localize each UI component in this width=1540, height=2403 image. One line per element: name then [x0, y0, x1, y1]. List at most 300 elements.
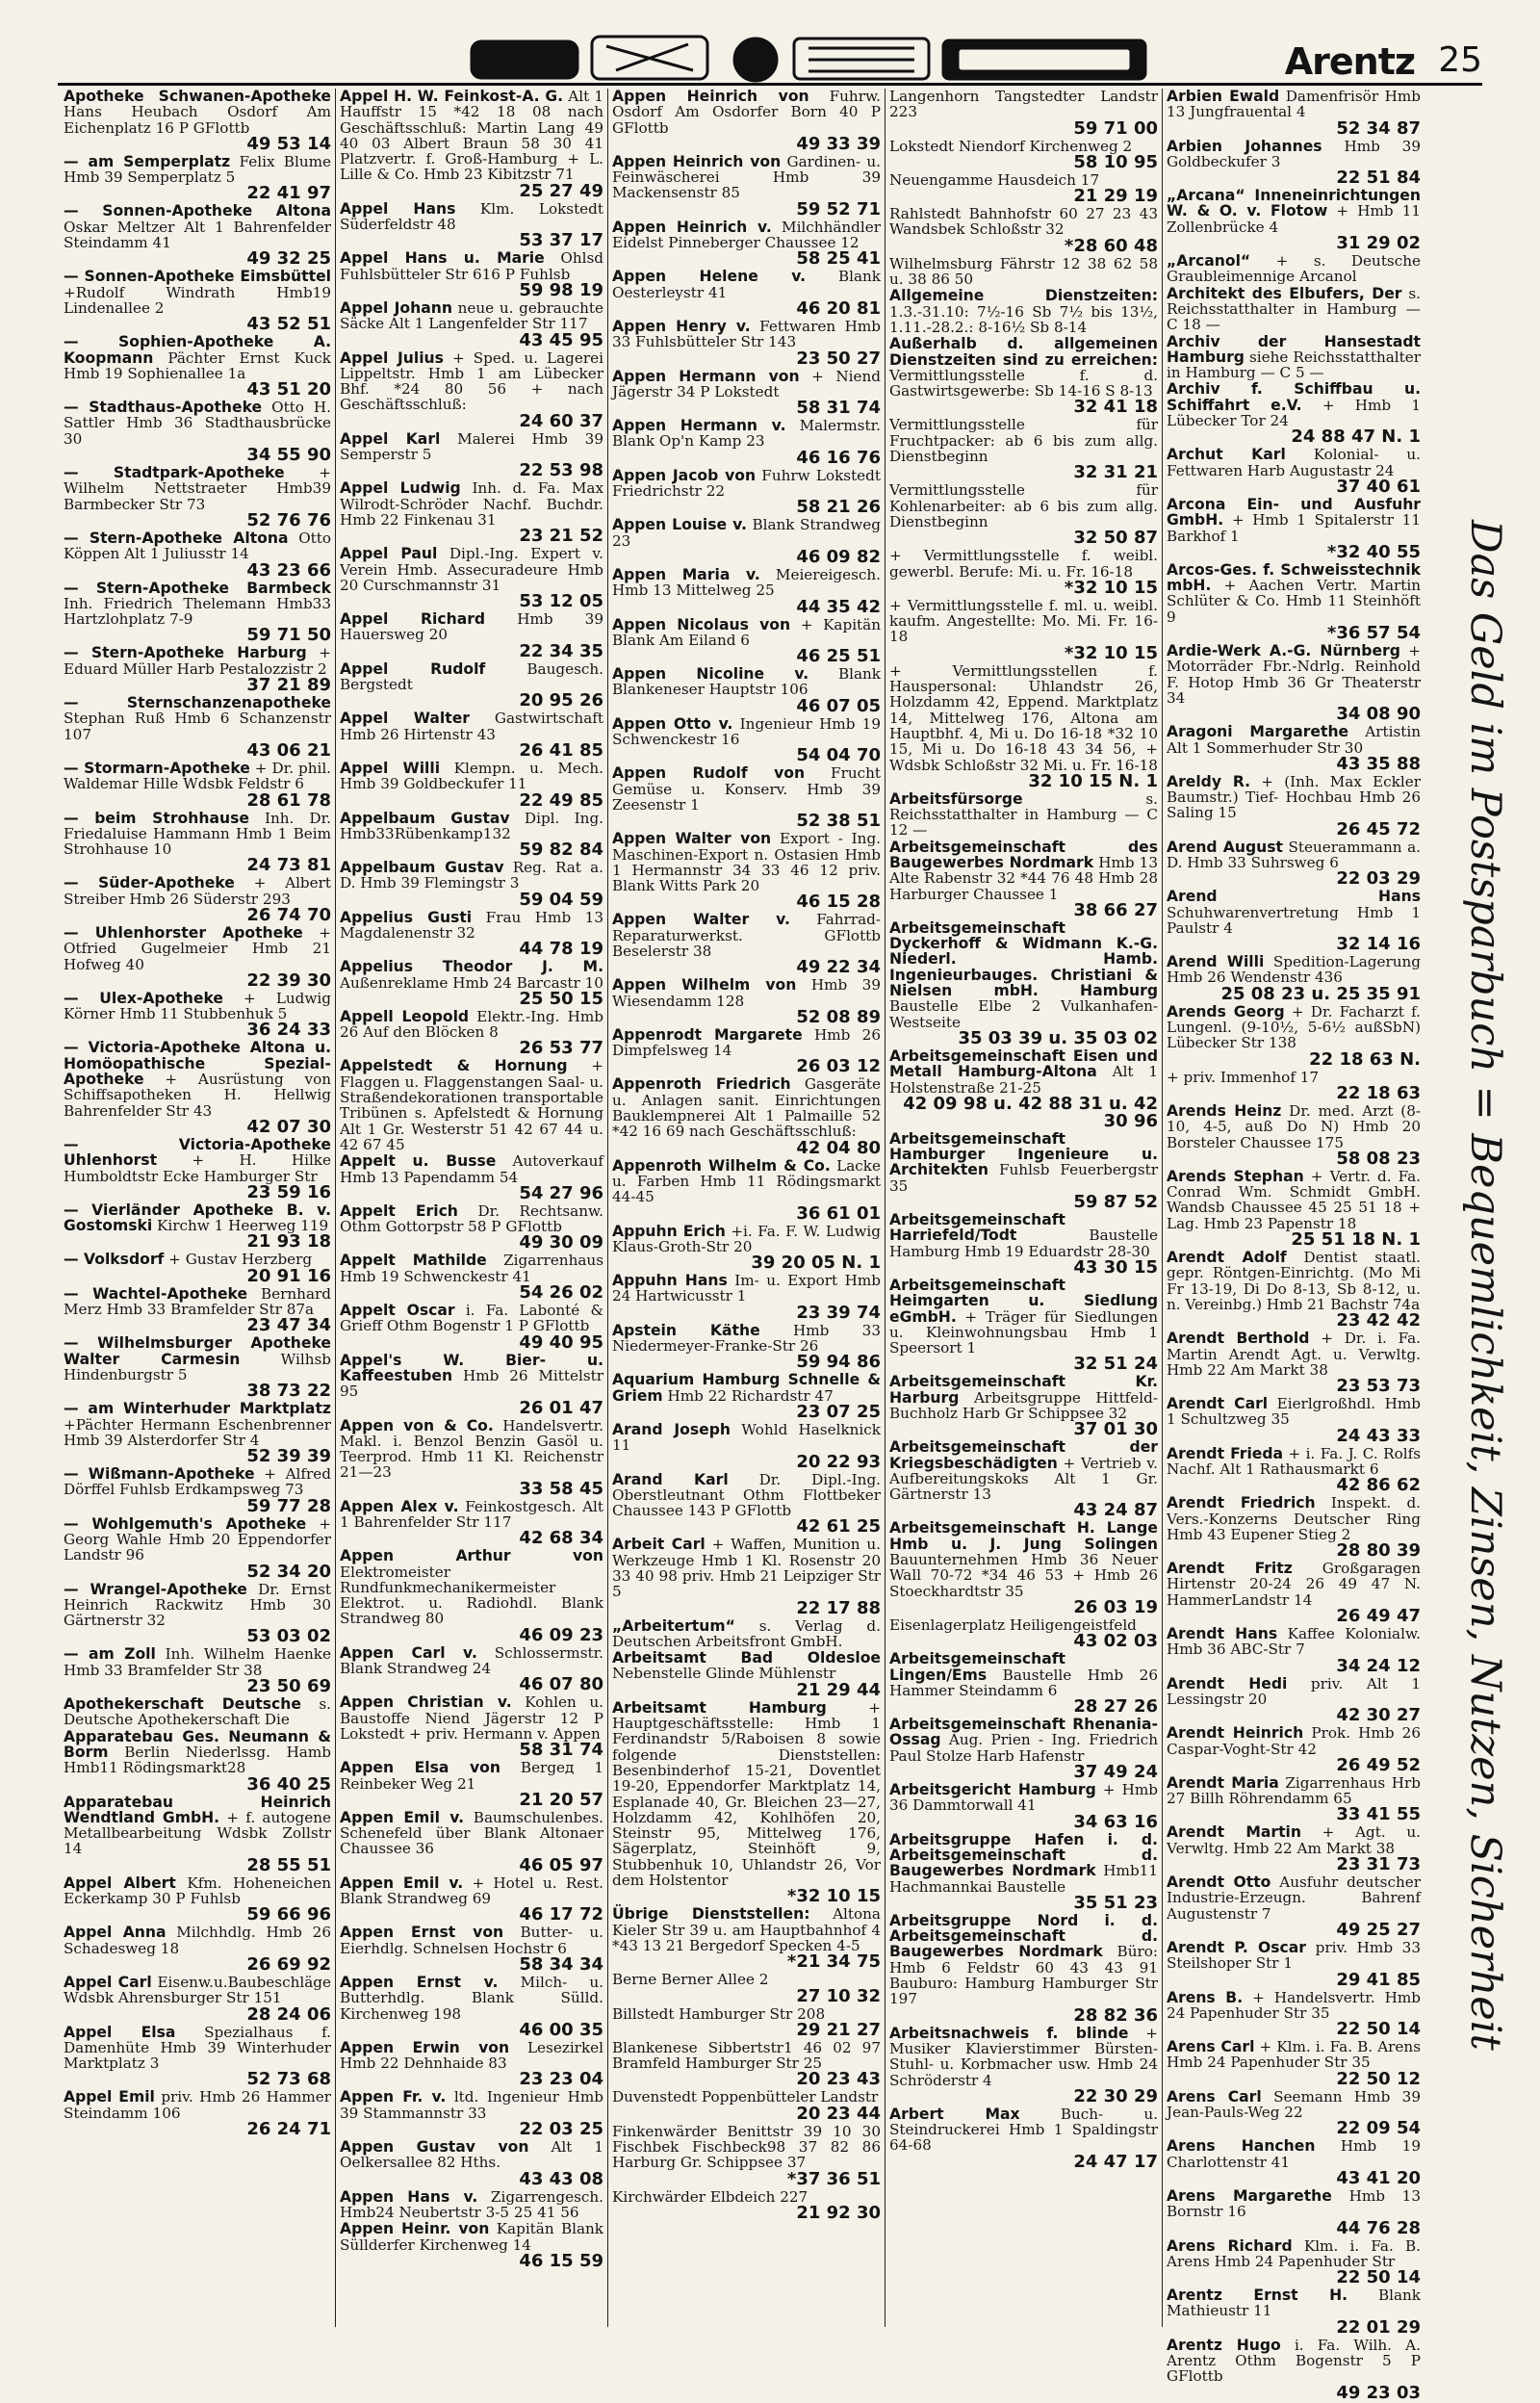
entry-details: Berlin Niederlssg. Hamb Hmb11 Rödingsmarkt28	[64, 1743, 331, 1777]
entry-phone: 23 59 16	[246, 1181, 331, 1202]
entry-details: Hmb 26 Mittelstr 95	[340, 1366, 604, 1401]
directory-entry	[64, 334, 331, 399]
directory-entry	[612, 1027, 881, 1076]
entry-details: Eisenlagerplatz Heiligengeistfeld	[889, 1615, 1137, 1634]
directory-entry	[612, 1273, 881, 1322]
entry-name: Appen Nicolaus von	[612, 615, 791, 633]
entry-details: + Hmb 11 Zollenbrücke 4	[1167, 202, 1422, 236]
entry-phone: 46 16 76	[796, 447, 881, 468]
entry-details: + priv. Immenhof 17	[1167, 1068, 1320, 1086]
entry-phone: 59 71 50	[246, 625, 331, 646]
entry-details: Arbeitsgruppe Hittfeld-Buchholz Harb Gr Schippsee 32	[889, 1388, 1158, 1422]
entry-phone: 26 49 52	[1336, 1754, 1421, 1775]
entry-name: Arand Karl	[612, 1470, 729, 1488]
entry-name: Arbeit Carl	[612, 1536, 706, 1554]
entry-details: Inh. Friedrich Thelemann Hmb33 Hartzlohplatz 7-9	[64, 594, 331, 629]
entry-phone: 36 24 33	[246, 1020, 331, 1041]
entry-name: — Stern-Apotheke Harburg	[64, 644, 307, 662]
entry-phone: *21 34 75	[786, 1951, 881, 1973]
entry-name: „Arcana“ Inneneinrichtungen W. & O. v. Flotow	[1167, 187, 1421, 220]
entry-name: Appel Hans u. Marie	[340, 249, 545, 268]
entry-details: Gasgeräte u. Anlagen sanit. Einrichtungen Bauklempnerei Alt 1 Palmaille 52 *42 16 69 nach Geschäftsschluß:	[612, 1075, 881, 1141]
directory-entry	[612, 1076, 881, 1156]
entry-phone: 49 30 09	[519, 1232, 603, 1253]
entry-name: Arcona Ein- und Ausfuhr GmbH.	[1167, 495, 1421, 530]
directory-entry	[1167, 253, 1421, 285]
entry-phone: 44 76 28	[1336, 2217, 1421, 2238]
entry-details: Rahlstedt Bahnhofstr 60 27 23 43 Wandsbek Schloßstr 32	[889, 205, 1158, 239]
entry-name: Appel Carl	[64, 1973, 152, 1991]
entry-details: Hmb 22 Richardstr 47	[667, 1386, 834, 1405]
entry-details: + Albert Streiber Hmb 26 Süderstr 293	[64, 874, 331, 908]
entry-phone: 43 52 51	[246, 314, 331, 335]
entry-name: Appel's W. Bier- u. Kaffeestuben	[340, 1351, 603, 1384]
entry-name: Appenroth Wilhelm & Co.	[612, 1156, 831, 1175]
directory-entry	[340, 480, 603, 545]
entry-details: s. Reichsstatthalter in Hamburg — C 12 —	[889, 789, 1158, 840]
entry-phone: 27 10 32	[796, 1985, 881, 2006]
entry-details: +Rudolf Windrath Hmb19 Lindenallee 2	[64, 283, 331, 317]
entry-phone: 28 61 78	[246, 789, 331, 811]
directory-entry	[612, 154, 881, 219]
entry-details: Alt 1 Holstenstraße 21-25	[889, 1063, 1159, 1097]
entry-phone: 38 66 27	[1073, 899, 1158, 920]
directory-entry	[889, 139, 1158, 171]
side-banner-text: Das Geld im Postsparbuch = Bequemlichkeit, Zinsen, Nutzen, Sicherheit	[1461, 520, 1509, 2051]
directory-entry	[612, 831, 881, 911]
entry-details: Hmb 26 Dimpfelsweg 14	[612, 1025, 881, 1060]
entry-details: + Vertr. d. Fa. Conrad Wm. Schmidt GmbH. Wandsb Chaussee 45 25 51 18 + Lag. Hmb 23 Papenstr 18	[1167, 1167, 1421, 1232]
entry-details: Büro: Hmb 6 Feldstr 60 43 43 91 Bauburo: Hamburg Hamburger Str 197	[889, 1943, 1158, 2008]
directory-entry	[64, 89, 331, 153]
entry-details: Baustelle Hmb 26 Hammer Steindamm 6	[889, 1666, 1159, 1699]
entry-name: Appen Henry v.	[612, 317, 751, 335]
entry-phone: 26 53 77	[519, 1038, 603, 1059]
entry-phone: 26 45 72	[1336, 818, 1421, 840]
directory-entry	[1167, 1004, 1421, 1069]
entry-name: — am Zoll	[64, 1645, 156, 1664]
entry-name: Arbeitsnachweis f. blinde	[889, 2024, 1129, 2042]
entry-name: Appen Carl v.	[340, 1643, 477, 1662]
directory-entry	[340, 860, 603, 909]
entry-name: Appel Elsa	[64, 2023, 176, 2041]
directory-entry	[340, 761, 603, 810]
entry-name: Appen Rudolf von	[612, 764, 806, 783]
entry-details: Feinkostgesch. Alt 1 Bahrenfelder Str 117	[340, 1497, 604, 1531]
entry-details: Meiereigesch. Hmb 13 Mittelweg 25	[612, 565, 882, 600]
entry-phone: 26 41 85	[519, 739, 603, 761]
entry-name: Arens B.	[1167, 1988, 1244, 2006]
entry-details: neue u. gebrauchte Säcke Alt 1 Langenfelder Str 117	[340, 298, 603, 333]
entry-details: Otto H. Sattler Hmb 36 Stadthausbrücke 30	[64, 399, 332, 448]
entry-details: Bergeд 1 Reinbeker Weg 21	[340, 1759, 603, 1793]
directory-entry	[1167, 954, 1421, 1003]
entry-details: i. Fa. Wilh. A. Arentz Othm Bogenstr 5 P GFlottb	[1167, 2336, 1421, 2386]
entry-phone: 22 50 14	[1336, 2019, 1421, 2040]
entry-name: — Volksdorf	[64, 1251, 165, 1269]
entry-phone: 24 73 81	[246, 855, 331, 876]
directory-entry	[340, 2089, 603, 2138]
directory-entry	[1167, 1725, 1421, 1774]
directory-entry	[1167, 1396, 1421, 1445]
directory-entry	[64, 269, 331, 333]
entry-name: Appelt Erich	[340, 1202, 458, 1220]
entry-phone: 33 58 45	[519, 1478, 603, 1499]
entry-details: Hmb 13 Alte Rabenstr 32 *44 76 48 Hmb 28 Harburger Chaussee 1	[889, 853, 1158, 903]
directory-entry	[1167, 2287, 1421, 2337]
entry-phone: 36 40 25	[246, 1773, 331, 1795]
entry-phone: 23 31 73	[1336, 1854, 1421, 1875]
directory-entry	[612, 468, 881, 517]
entry-phone: 26 03 19	[1073, 1596, 1158, 1617]
entry-name: Appelius Gusti	[340, 908, 473, 926]
directory-columns	[60, 88, 1424, 2403]
entry-name: Appen Christian v.	[340, 1693, 512, 1712]
directory-entry	[1167, 139, 1421, 188]
entry-phone: 22 39 30	[246, 969, 331, 991]
entry-name: Appenrodt Margarete	[612, 1025, 803, 1044]
entry-details: Gastwirtschaft Hmb 26 Hirtenstr 43	[340, 710, 603, 743]
entry-name: Arendt Hedi	[1167, 1674, 1288, 1692]
entry-name: Arendt Otto	[1167, 1873, 1271, 1892]
directory-entry	[889, 2026, 1158, 2106]
entry-name: — Wrangel-Apotheke	[64, 1580, 247, 1598]
entry-phone: 31 29 02	[1336, 233, 1421, 254]
entry-name: Appen Wilhelm von	[612, 976, 797, 995]
entry-name: Arbien Ewald	[1167, 88, 1280, 105]
entry-details: Stephan Ruß Hmb 6 Schanzenstr 107	[64, 710, 331, 743]
directory-entry	[612, 1372, 881, 1421]
entry-details: Lacke u. Farben Hmb 11 Rödingsmarkt 44-45	[612, 1156, 881, 1206]
entry-name: — Sophien-Apotheke A. Koopmann	[64, 333, 331, 367]
entry-phone: 59 52 71	[796, 198, 881, 220]
directory-entry	[64, 1466, 331, 1515]
directory-entry	[889, 1617, 1158, 1650]
directory-entry	[612, 1472, 881, 1537]
page-header	[58, 19, 1482, 87]
entry-phone: 23 50 27	[796, 348, 881, 369]
directory-entry	[1167, 334, 1421, 381]
entry-name: Arbeitsgemeinschaft Lingen/Ems	[889, 1650, 1065, 1684]
directory-entry	[612, 666, 881, 715]
entry-name: Arens Richard	[1167, 2236, 1293, 2255]
entry-phone: *32 10 15	[1064, 577, 1158, 598]
entry-phone: 37 40 61	[1336, 476, 1421, 497]
entry-name: Übrige Dienststellen:	[612, 1905, 810, 1924]
directory-entry	[340, 2221, 603, 2270]
entry-name: Arentz Hugo	[1167, 2336, 1281, 2354]
entry-details: Bernhard Merz Hmb 33 Bramfelder Str 87a	[64, 1284, 331, 1319]
entry-name: Appelbaum Gustav	[340, 859, 504, 877]
entry-name: — Stadtpark-Apotheke	[64, 464, 285, 482]
entry-phone: 32 51 24	[1073, 1354, 1158, 1375]
entry-details: s. Verlag d. Deutschen Arbeitsfront GmbH.	[612, 1616, 881, 1650]
entry-phone: 21 29 44	[796, 1679, 881, 1700]
directory-entry	[340, 1353, 603, 1417]
entry-details: Kirchw 1 Heerweg 119	[157, 1217, 329, 1235]
directory-entry	[612, 418, 881, 467]
entry-name: Appen Heinrich von	[612, 88, 809, 105]
entry-name: Arbeitsfürsorge	[889, 789, 1023, 808]
entry-phone: 58 21 26	[796, 497, 881, 518]
entry-details: Schlossermstr. Blank Strandweg 24	[340, 1643, 604, 1678]
entry-details: + (Inh. Max Eckler Baumstr.) Tief- Hochbau Hmb 26 Saling 15	[1167, 772, 1421, 822]
directory-entry	[340, 300, 603, 349]
entry-name: — Wilhelmsburger Apotheke Walter Carmesin	[64, 1334, 331, 1368]
entry-details: Kohlen u. Baustoffe Niend Jägerstr 12 P Lokstedt + priv. Hermann v. Appen	[340, 1693, 604, 1743]
entry-details: + Klm. i. Fa. B. Arens Hmb 24 Papenhuder Str 35	[1167, 2038, 1421, 2072]
entry-phone: 49 40 95	[519, 1331, 603, 1353]
entry-phone: 25 08 23 u. 25 35 91	[1220, 983, 1421, 1004]
entry-details: Alt 1 Oelkersallee 82 Hths.	[340, 2138, 604, 2172]
entry-phone: 34 55 90	[246, 445, 331, 466]
entry-phone: 46 07 80	[519, 1674, 603, 1695]
entry-details: Lokstedt Niendorf Kirchenweg 2	[889, 137, 1133, 155]
entry-phone: 34 08 90	[1336, 704, 1421, 725]
entry-details: Dipl.-Ing. Expert v. Verein Hmb. Assecuradeure Hmb 20 Curschmannstr 31	[340, 545, 603, 594]
entry-phone: 21 20 57	[519, 1789, 603, 1810]
entry-details: Dentist staatl. gepr. Röntgen-Einrichtg. (Mo Mi Fr 13-19, Di Do 8-13, Sb 8-12, u. n. Vereinbg.) Hmb 21 Bachstr 74a	[1167, 1249, 1421, 1313]
entry-phone: 22 34 35	[519, 640, 603, 661]
entry-phone: 46 09 82	[796, 546, 881, 567]
directory-entry	[340, 611, 603, 660]
entry-name: Arend Hans	[1167, 888, 1421, 906]
entry-phone: 32 41 18	[1073, 397, 1158, 418]
directory-entry	[1167, 447, 1421, 496]
entry-phone: 29 41 85	[1336, 1969, 1421, 1990]
directory-entry	[612, 912, 881, 976]
entry-phone: *36 57 54	[1326, 623, 1421, 644]
entry-phone: 25 51 18 N. 1	[1291, 1229, 1421, 1251]
entry-phone: 23 39 74	[796, 1302, 881, 1323]
entry-details: + Ludwig Körner Hmb 11 Stubbenhuk 5	[64, 989, 331, 1023]
directory-entry	[1167, 1103, 1421, 1168]
entry-details: Ausfuhr deutscher Industrie-Erzeugn. Bahrenf Augustenstr 7	[1167, 1873, 1422, 1923]
entry-name: Arcos-Ges. f. Schweisstechnik mbH.	[1167, 560, 1421, 595]
directory-entry	[889, 206, 1158, 255]
entry-details: Blank Blankeneser Hauptstr 106	[612, 665, 882, 699]
directory-entry	[1167, 89, 1421, 138]
directory-entry	[340, 1875, 603, 1925]
entry-phone: 22 49 85	[519, 789, 603, 811]
entry-phone: 36 61 01	[796, 1202, 881, 1224]
entry-details: Milchhändler Eidelst Pinneberger Chaussee 12	[612, 218, 882, 252]
entry-name: Appen Louise v.	[612, 516, 747, 534]
entry-details: 1.3.-31.10: 7½-16 Sb 7½ bis 13½, 1.11.-28.2.: 8-16½ Sb 8-14	[889, 302, 1158, 336]
entry-phone: 44 35 42	[796, 596, 881, 617]
entry-name: Appel Richard	[340, 610, 486, 629]
entry-details: s. Reichsstatthalter in Hamburg — C 18 —	[1167, 284, 1422, 334]
entry-name: Arendt Fritz	[1167, 1560, 1293, 1578]
entry-name: Appelt Mathilde	[340, 1252, 487, 1270]
entry-name: Appen Gustav von	[340, 2138, 529, 2157]
directory-entry	[64, 465, 331, 530]
directory-entry	[612, 269, 881, 318]
directory-entry	[64, 530, 331, 580]
entry-details: Vermittlungsstelle f. d. Gastwirtsgewerbe: Sb 14-16 S 8-13	[889, 366, 1158, 400]
entry-details: Inh. d. Fa. Max Wilrodt-Schröder Nachf. Buchdr. Hmb 22 Finkenau 31	[340, 479, 604, 529]
entry-details: Außenreklame Hmb 24 Barcastr 10	[340, 973, 603, 992]
entry-details: Prok. Hmb 26 Caspar-Voght-Str 42	[1167, 1724, 1422, 1758]
entry-details: Elektromeister Rundfunkmechanikermeister Elektrot. u. Radiohdl. Blank Strandweg 80	[340, 1563, 603, 1628]
entry-details: Spedition-Lagerung Hmb 26 Wendenstr 436	[1167, 953, 1422, 987]
entry-details: Frau Hmb 13 Magdalenenstr 32	[340, 908, 604, 942]
entry-details: Pächter Ernst Kuck Hmb 19 Sophienallee 1a	[64, 349, 331, 382]
directory-entry	[64, 1516, 331, 1581]
entry-details: Artistin Alt 1 Sommerhuder Str 30	[1167, 723, 1421, 757]
directory-entry	[340, 1694, 603, 1759]
entry-phone: *37 36 51	[786, 2168, 881, 2189]
entry-details: Vermittlungsstelle für Kohlenarbeiter: ab 6 bis zum allg. Dienstbeginn	[889, 481, 1158, 530]
entry-details: Blank Mathieustr 11	[1167, 2287, 1421, 2320]
entry-phone: 26 24 71	[246, 2119, 331, 2140]
directory-entry	[612, 765, 881, 830]
entry-phone: 32 10 15 N. 1	[1028, 770, 1158, 791]
entry-phone: 28 27 26	[1073, 1696, 1158, 1718]
directory-entry	[612, 2189, 881, 2222]
entry-phone: 43 06 21	[246, 739, 331, 761]
entry-details: + Hmb 36 Dammtorwall 41	[889, 1781, 1159, 1815]
entry-phone: 52 34 87	[1336, 117, 1421, 139]
entry-name: Appuhn Hans	[612, 1272, 728, 1290]
directory-entry	[612, 1158, 881, 1223]
directory-entry	[612, 1618, 881, 1650]
entry-details: Fuhrw. Osdorf Am Osdorfer Born 40 P GFlottb	[612, 88, 881, 137]
entry-phone: 46 20 81	[796, 297, 881, 319]
directory-entry	[889, 598, 1158, 662]
directory-entry	[64, 1925, 331, 1974]
entry-details: Seemann Hmb 39 Jean-Pauls-Weg 22	[1167, 2087, 1422, 2122]
entry-phone: 42 68 34	[519, 1528, 603, 1549]
entry-name: Appen Erwin von	[340, 2038, 510, 2056]
directory-entry	[1167, 1874, 1421, 1939]
directory-entry	[889, 1048, 1158, 1130]
entry-phone: 58 08 23	[1336, 1148, 1421, 1169]
entry-details: Eisenw.u.Baubeschläge Wdsbk Ahrensburger Str 151	[64, 1973, 332, 2007]
directory-entry	[64, 1646, 331, 1695]
entry-phone: 32 31 21	[1073, 462, 1158, 483]
directory-entry	[889, 548, 1158, 597]
entry-details: Gardinen- u. Feinwäscherei Hmb 39 Mackensenstr 85	[612, 152, 881, 202]
directory-entry	[889, 1131, 1158, 1211]
entry-phone: 22 18 63 N.	[1309, 1048, 1421, 1070]
entry-details: + i. Fa. J. C. Rolfs Nachf. Alt 1 Rathausmarkt 6	[1167, 1444, 1422, 1478]
entry-name: Apparatebau Heinrich Wendtland GmbH.	[64, 1793, 331, 1826]
entry-phone: 46 25 51	[796, 646, 881, 667]
entry-details: + Hmb 1 Lübecker Tor 24	[1167, 396, 1422, 430]
entry-phone: 28 82 36	[1073, 2004, 1158, 2026]
directory-entry	[612, 1700, 881, 1906]
entry-name: Arendt Carl	[1167, 1395, 1269, 1413]
entry-phone: 22 03 29	[1336, 868, 1421, 890]
entry-details: Blank Strandweg 23	[612, 516, 882, 550]
directory-entry	[612, 716, 881, 765]
entry-name: Appen Jacob von	[612, 466, 757, 484]
entry-name: Arbeitsgemeinschaft Heimgarten u. Siedlung eGmbH.	[889, 1276, 1158, 1326]
entry-name: Aragoni Margarethe	[1167, 723, 1349, 741]
entry-phone: 22 09 54	[1336, 2118, 1421, 2139]
entry-details: Dr. Dipl.-Ing. Oberstleutnant Othm Flottbeker Chaussee 143 P GFlottb	[612, 1470, 882, 1520]
directory-entry	[1167, 1446, 1421, 1495]
entry-name: Appel Anna	[64, 1924, 167, 1942]
directory-entry	[340, 250, 603, 299]
entry-phone: 58 25 41	[796, 248, 881, 270]
entry-phone: 52 34 20	[246, 1561, 331, 1582]
directory-entry	[64, 154, 331, 203]
directory-entry	[1167, 381, 1421, 446]
entry-details: Buch- u. Steindruckerei Hmb 1 Spaldingstr 64-68	[889, 2105, 1159, 2155]
entry-details: Inh. Dr. Friedaluise Hammann Hmb 1 Beim Strohhause 10	[64, 809, 332, 859]
directory-entry	[64, 1696, 331, 1728]
entry-details: Inspekt. d. Vers.-Konzerns Deutscher Ring Hmb 43 Eupener Stieg 2	[1167, 1494, 1421, 1543]
entry-phone: 23 50 69	[246, 1676, 331, 1697]
entry-name: Appel Karl	[340, 429, 441, 448]
entry-details: Alt 1 Hauffstr 15 *42 18 08 nach Geschäftsschluß: Martin Lang 49 40 03 Albert Braun 58 30 41 Platzvertr. f. Groß-Hamburg + L. Lille & Co. Hmb 23 Kibitzstr 71	[340, 88, 603, 184]
directory-entry	[612, 517, 881, 566]
entry-details: Blankenese Sibbertstr1 46 02 97 Bramfeld Hamburger Str 25	[612, 2038, 881, 2073]
directory-entry	[1167, 2138, 1421, 2187]
entry-details: + H. Hilke Humboldtstr Ecke Hamburger Str	[64, 1151, 331, 1185]
entry-name: Appel Albert	[64, 1873, 176, 1892]
directory-entry	[1167, 2188, 1421, 2237]
directory-entry	[889, 172, 1158, 205]
directory-entry	[64, 1040, 331, 1135]
directory-entry	[612, 977, 881, 1026]
directory-entry	[64, 695, 331, 760]
entry-name: Archut Karl	[1167, 446, 1286, 464]
directory-entry	[340, 2139, 603, 2188]
directory-entry	[1167, 1824, 1421, 1873]
entry-name: Arens Hanchen	[1167, 2137, 1316, 2156]
entry-phone: 53 37 17	[519, 230, 603, 251]
entry-phone: 22 17 88	[796, 1597, 881, 1618]
entry-details: Wilhsb Hindenburgstr 5	[64, 1350, 331, 1383]
entry-name: Appel Paul	[340, 545, 438, 563]
entry-phone: 22 01 29	[1336, 2316, 1421, 2338]
directory-entry	[1167, 1169, 1421, 1249]
directory-entry	[889, 417, 1158, 481]
entry-name: Appenroth Friedrich	[612, 1075, 791, 1094]
entry-name: Arbert Max	[889, 2105, 1020, 2123]
entry-phone: 22 41 97	[246, 183, 331, 204]
directory-entry	[889, 1520, 1158, 1615]
entry-phone: 52 38 51	[796, 811, 881, 832]
directory-entry	[889, 89, 1158, 138]
directory-entry	[612, 2124, 881, 2188]
directory-entry	[340, 1499, 603, 1548]
entry-details: + Flaggen u. Flaggenstangen Saal- u. Straßendekorationen transportable Tribünen s. Apfelstedt & Hornung Alt 1 Gr. Westerstr 51 42 67 44 u. 42 67 45	[340, 1057, 603, 1153]
entry-phone: 42 07 30	[246, 1116, 331, 1137]
entry-name: Archiv der Hansestadt Hamburg	[1167, 332, 1421, 366]
directory-entry	[612, 2006, 881, 2039]
entry-phone: 20 95 26	[519, 690, 603, 711]
directory-entry	[64, 925, 331, 990]
entry-name: — Wohlgemuth's Apotheke	[64, 1514, 307, 1533]
entry-phone: 28 80 39	[1336, 1540, 1421, 1562]
entry-details: Butter- u. Eierhdlg. Schnelsen Hochstr 6	[340, 1924, 604, 1957]
entry-details: Hmb 33 Niedermeyer-Franke-Str 26	[612, 1321, 882, 1356]
entry-phone: 20 23 43	[796, 2069, 881, 2090]
entry-phone: 26 03 12	[796, 1056, 881, 1077]
entry-details: Damenfrisör Hmb 13 Jungfrauental 4	[1167, 88, 1421, 121]
entry-name: — am Winterhuder Marktplatz	[64, 1400, 331, 1418]
entry-name: Arbeitsgemeinschaft Hamburger Ingenieure u. Architekten	[889, 1129, 1158, 1179]
directory-entry	[1167, 1990, 1421, 2039]
entry-details: Oskar Meltzer Alt 1 Bahrenfelder Steindamm 41	[64, 218, 331, 252]
directory-entry	[340, 2189, 603, 2221]
entry-phone: 23 21 52	[519, 526, 603, 547]
entry-phone: 29 21 27	[796, 2019, 881, 2040]
